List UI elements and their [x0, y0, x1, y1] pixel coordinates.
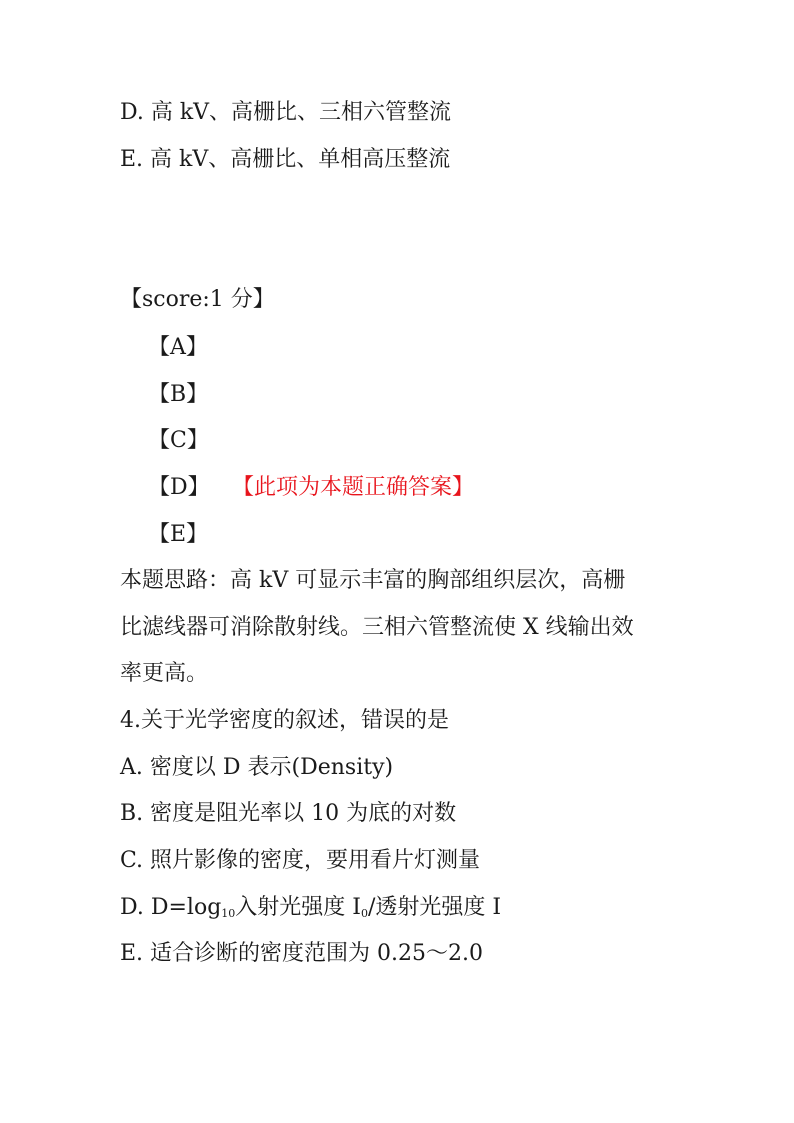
question-4-option-c: C. 照片影像的密度，要用看片灯测量	[120, 848, 481, 873]
option-d-prefix: D. D=log	[120, 895, 222, 920]
choice-b: 【B】	[148, 382, 209, 407]
question-4-option-d	[120, 893, 501, 929]
question-4-option-e: E. 适合诊断的密度范围为 0.25～2.0	[120, 941, 484, 966]
choice-c: 【C】	[148, 428, 209, 453]
choice-e: 【E】	[148, 522, 209, 547]
explanation-line-3: 率更高。	[120, 661, 209, 686]
question-4-option-b: B. 密度是阻光率以 10 为底的对数	[120, 801, 457, 826]
option-d-suffix: /透射光强度 I	[367, 895, 502, 920]
question-4-option-a: A. 密度以 D 表示(Density)	[120, 755, 394, 780]
score-label: 【score:1 分】	[120, 287, 275, 312]
choice-d: 【D】	[148, 475, 210, 500]
prev-option-e: E. 高 kV、高栅比、单相高压整流	[120, 147, 451, 172]
choice-a: 【A】	[148, 335, 208, 360]
explanation-line-2: 比滤线器可消除散射线。三相六管整流使 X 线输出效	[120, 615, 634, 640]
log-base-subscript: 10	[221, 907, 236, 920]
intensity-subscript: 0	[360, 907, 368, 920]
correct-answer-note: 【此项为本题正确答案】	[232, 475, 475, 500]
explanation-line-1: 本题思路：高 kV 可显示丰富的胸部组织层次，高栅	[120, 568, 626, 593]
prev-option-d: D. 高 kV、高栅比、三相六管整流	[120, 100, 452, 125]
question-4-stem: 4.关于光学密度的叙述，错误的是	[120, 708, 449, 733]
option-d-middle: 入射光强度 I	[235, 895, 361, 920]
